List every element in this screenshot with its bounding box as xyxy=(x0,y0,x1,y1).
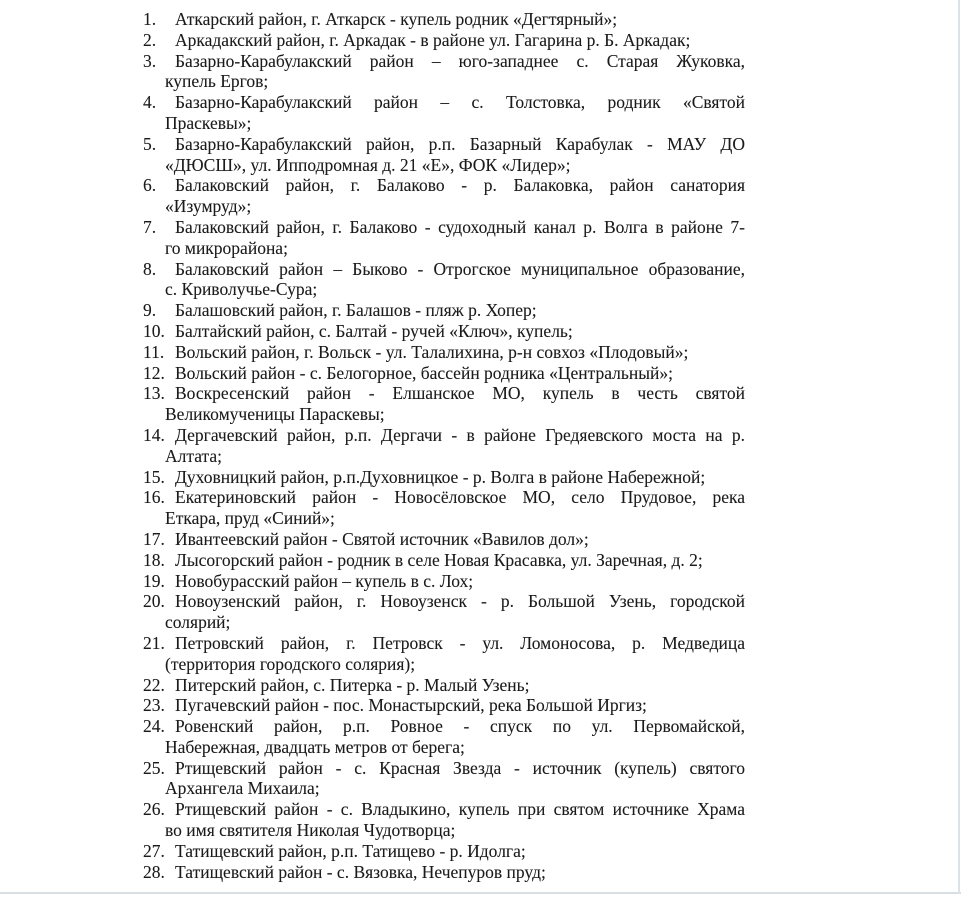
list-item xyxy=(143,571,745,592)
list-item xyxy=(143,383,745,425)
list-item-number: 8. xyxy=(143,258,157,279)
list-item-text: Татищевский район - с. Вязовка, Нечепуров пруд; xyxy=(175,861,546,882)
list-item xyxy=(143,217,745,259)
list-item-number: 1. xyxy=(143,9,157,29)
list-item-text: Духовницкий район, р.п.Духовницкое - р. Волга в районе Набережной; xyxy=(175,466,706,487)
list-item-number: 15. xyxy=(143,466,165,487)
list-item-first-line xyxy=(143,363,745,384)
list-item xyxy=(143,529,745,550)
list-item-number: 12. xyxy=(143,362,165,383)
list-item-number: 7. xyxy=(143,216,157,237)
list-item xyxy=(143,467,745,488)
list-item xyxy=(143,92,745,134)
list-item-first-line xyxy=(143,862,745,883)
list-item xyxy=(143,175,745,217)
list-item-continuation-line: го микрорайона; xyxy=(165,237,288,258)
list-item-number: 2. xyxy=(143,29,157,50)
list-item-text: Татищевский район, р.п. Татищево - р. Идолга; xyxy=(175,840,526,861)
list-item-number: 18. xyxy=(143,549,165,570)
list-item-text: Ровенский район, р.п. Ровное - спуск по ул. Первомайской, xyxy=(175,716,745,737)
list-item-text: Питерский район, с. Питерка - р. Малый Узень; xyxy=(175,674,530,695)
page-bottom-border xyxy=(0,892,961,894)
list-item-first-line xyxy=(143,675,745,696)
list-item-number: 26. xyxy=(143,799,165,820)
list-item-first-line xyxy=(143,695,745,716)
list-item-first-line xyxy=(143,92,745,113)
list-item xyxy=(143,675,745,696)
list-item-first-line xyxy=(143,134,745,155)
list-item-text: Базарно-Карабулакский район – с. Толстовка, родник «Святой xyxy=(175,92,745,113)
list-item-first-line xyxy=(143,841,745,862)
list-item-text: Балаковский район, г. Балаково - р. Балаковка, район санатория xyxy=(175,175,745,196)
list-item xyxy=(143,695,745,716)
list-item-first-line xyxy=(143,259,745,280)
list-item-first-line xyxy=(143,550,745,571)
list-item-continuation-line: «Изумруд»; xyxy=(165,196,252,217)
list-item xyxy=(143,841,745,862)
list-item-continuation-line: Великомученицы Параскевы; xyxy=(165,404,385,425)
list-item-text: Балаковский район, г. Балаково - судоходный канал р. Волга в районе 7- xyxy=(175,216,745,237)
list-item xyxy=(143,30,745,51)
list-item-first-line xyxy=(143,30,745,51)
list-item-number: 10. xyxy=(143,320,165,341)
list-item-text: Балаковский район – Быково - Отрогское муниципальное образование, xyxy=(175,258,745,279)
list-item-text: Екатериновский район - Новосёловское МО, село Прудовое, река xyxy=(175,487,745,508)
list-item-number: 20. xyxy=(143,591,165,612)
list-item-first-line xyxy=(143,591,745,612)
list-item xyxy=(143,591,745,633)
list-item-number: 19. xyxy=(143,570,165,591)
list-item-number: 6. xyxy=(143,175,157,196)
list-item-text: Аткарский район, г. Аткарск - купель родник «Дегтярный»; xyxy=(175,9,618,29)
list-item-continuation-line: купель Ергов; xyxy=(165,71,269,92)
list-item-number: 11. xyxy=(143,341,165,362)
list-item-first-line xyxy=(143,342,745,363)
list-item-first-line xyxy=(143,383,745,404)
list-item xyxy=(143,259,745,301)
list-item-text: Воскресенский район - Елшанское МО, купель в честь святой xyxy=(175,383,745,404)
list-item-continuation-line: солярий; xyxy=(165,612,231,633)
list-item xyxy=(143,321,745,342)
list-item-text: Пугачевский район - пос. Монастырский, река Большой Иргиз; xyxy=(175,695,647,716)
list-item-first-line xyxy=(143,529,745,550)
list-item xyxy=(143,758,745,800)
list-item xyxy=(143,799,745,841)
list-item-text: Аркадакский район, г. Аркадак - в районе ул. Гагарина р. Б. Аркадак; xyxy=(175,29,691,50)
list-item-continuation-line: с. Криволучье-Сура; xyxy=(165,279,318,300)
list-item-continuation-line: (территория городского солярия); xyxy=(165,653,416,674)
list-item-number: 13. xyxy=(143,383,165,404)
list-item-text: Ртищевский район - с. Красная Звезда - источник (купель) святого xyxy=(175,757,745,778)
list-item xyxy=(143,487,745,529)
list-item xyxy=(143,425,745,467)
list-item-first-line xyxy=(143,175,745,196)
list-item xyxy=(143,51,745,93)
list-item-text: Петровский район, г. Петровск - ул. Ломоносова, р. Медведица xyxy=(175,632,745,653)
list-item-continuation-line: Еткара, пруд «Синий»; xyxy=(165,508,335,529)
list-item-number: 28. xyxy=(143,861,165,882)
list-item-number: 14. xyxy=(143,424,165,445)
list-item-number: 17. xyxy=(143,528,165,549)
list-item-text: Ивантеевский район - Святой источник «Вавилов дол»; xyxy=(175,528,589,549)
list-item-number: 24. xyxy=(143,716,165,737)
list-item-number: 22. xyxy=(143,674,165,695)
list-item-text: Новобурасский район – купель в с. Лох; xyxy=(175,570,474,591)
list-item-text: Дергачевский район, р.п. Дергачи - в районе Гредяевского моста на р. xyxy=(175,424,745,445)
list-item-text: Балтайский район, с. Балтай - ручей «Ключ», купель; xyxy=(175,320,573,341)
page-right-border xyxy=(958,0,960,894)
list-item xyxy=(143,550,745,571)
list-item xyxy=(143,9,745,30)
list-item-first-line xyxy=(143,51,745,72)
list-item-first-line xyxy=(143,571,745,592)
list-item xyxy=(143,716,745,758)
list-item-text: Лысогорский район - родник в селе Новая Красавка, ул. Заречная, д. 2; xyxy=(175,549,703,570)
list-item-text: Вольский район - с. Белогорное, бассейн родника «Центральный»; xyxy=(175,362,673,383)
list-item-first-line xyxy=(143,425,745,446)
list-item-continuation-line: «ДЮСШ», ул. Ипподромная д. 21 «Е», ФОК «Лидер»; xyxy=(165,154,571,175)
list-item-first-line xyxy=(143,487,745,508)
list-item-text: Ртищевский район - с. Владыкино, купель при святом источнике Храма xyxy=(175,799,745,820)
list-item-continuation-line: Праскевы»; xyxy=(165,112,252,133)
list-item-number: 9. xyxy=(143,300,157,321)
list-item xyxy=(143,363,745,384)
list-item-first-line xyxy=(143,300,745,321)
list-item-text: Базарно-Карабулакский район, р.п. Базарный Карабулак - МАУ ДО xyxy=(175,133,745,154)
list-item-text: Базарно-Карабулакский район – юго-западнее с. Старая Жуковка, xyxy=(175,50,745,71)
list-item-text: Новоузенский район, г. Новоузенск - р. Большой Узень, городской xyxy=(175,591,745,612)
list-item-number: 5. xyxy=(143,133,157,154)
list-item-number: 27. xyxy=(143,840,165,861)
list-item-number: 16. xyxy=(143,487,165,508)
list-item xyxy=(143,862,745,883)
list-item-number: 21. xyxy=(143,632,165,653)
list-item-continuation-line: во имя святителя Николая Чудотворца; xyxy=(165,820,456,841)
list-item xyxy=(143,300,745,321)
list-item-continuation-line: Алтата; xyxy=(165,445,223,466)
list-item-first-line xyxy=(143,321,745,342)
list-item-first-line xyxy=(143,467,745,488)
list-item-continuation-line: Набережная, двадцать метров от берега; xyxy=(165,736,465,757)
list-item-first-line xyxy=(143,758,745,779)
list-item-continuation-line: Архангела Михаила; xyxy=(165,778,320,799)
list-item-first-line xyxy=(143,716,745,737)
list-item-text: Балашовский район, г. Балашов - пляж р. Хопер; xyxy=(175,300,537,321)
list-item xyxy=(143,633,745,675)
list-item-text: Вольский район, г. Вольск - ул. Талалихина, р-н совхоз «Плодовый»; xyxy=(175,341,689,362)
list-item-first-line xyxy=(143,633,745,654)
list-item xyxy=(143,134,745,176)
list-item-number: 25. xyxy=(143,757,165,778)
list-item xyxy=(143,342,745,363)
list-item-first-line xyxy=(143,799,745,820)
list-item-number: 23. xyxy=(143,695,165,716)
bathing-places-list xyxy=(143,9,745,882)
list-item-first-line xyxy=(143,9,745,30)
list-item-number: 3. xyxy=(143,50,157,71)
list-item-number: 4. xyxy=(143,92,157,113)
list-item-first-line xyxy=(143,217,745,238)
